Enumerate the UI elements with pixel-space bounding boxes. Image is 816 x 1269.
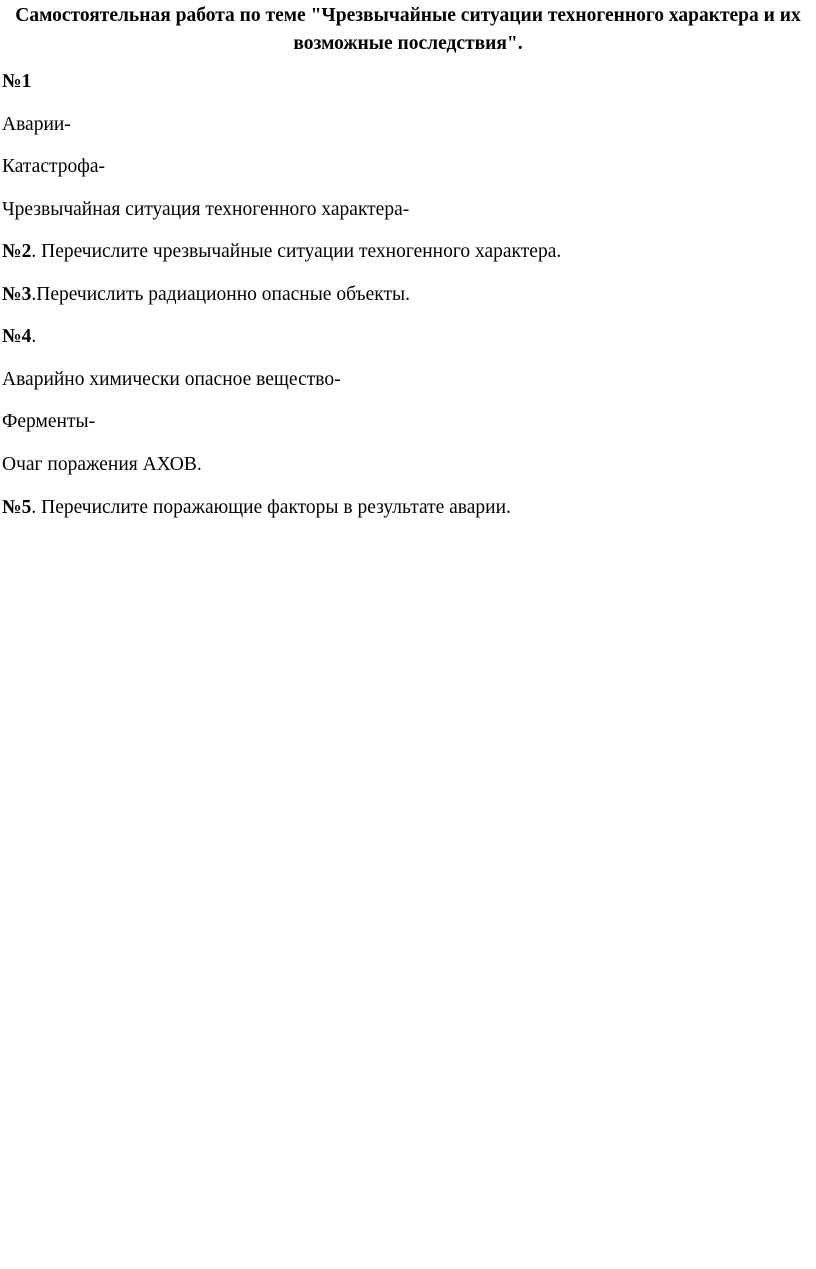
section-2-number: №2 [2, 241, 32, 262]
section-5-task [2, 496, 511, 520]
section-3-number: №3 [2, 284, 32, 305]
section-5-text: . Перечислите поражающие факторы в результате аварии. [31, 497, 511, 518]
term-enzymes: Ферменты- [2, 411, 96, 432]
section-2-text: . Перечислите чрезвычайные ситуации техногенного характера. [31, 241, 562, 262]
term-catastrophe: Катастрофа- [2, 156, 106, 177]
section-5-number: №5 [2, 497, 32, 518]
section-1-heading: №1 [2, 71, 32, 92]
term-technogenic-emergency: Чрезвычайная ситуация техногенного характера- [2, 199, 410, 220]
section-4-heading [2, 325, 36, 349]
section-4-number: №4 [2, 326, 32, 347]
term-ahov-lesion-focus: Очаг поражения АХОВ. [2, 454, 202, 475]
section-2-task [2, 240, 561, 264]
section-3-task [2, 283, 410, 307]
term-accidents: Аварии- [2, 114, 71, 135]
section-4-text: . [31, 326, 37, 347]
term-hazardous-chemical: Аварийно химически опасное вещество- [2, 369, 341, 390]
document-title: Самостоятельная работа по теме "Чрезвычайные ситуации техногенного характера и их возможные последствия". [15, 5, 801, 54]
section-3-text: .Перечислить радиационно опасные объекты. [31, 284, 410, 305]
